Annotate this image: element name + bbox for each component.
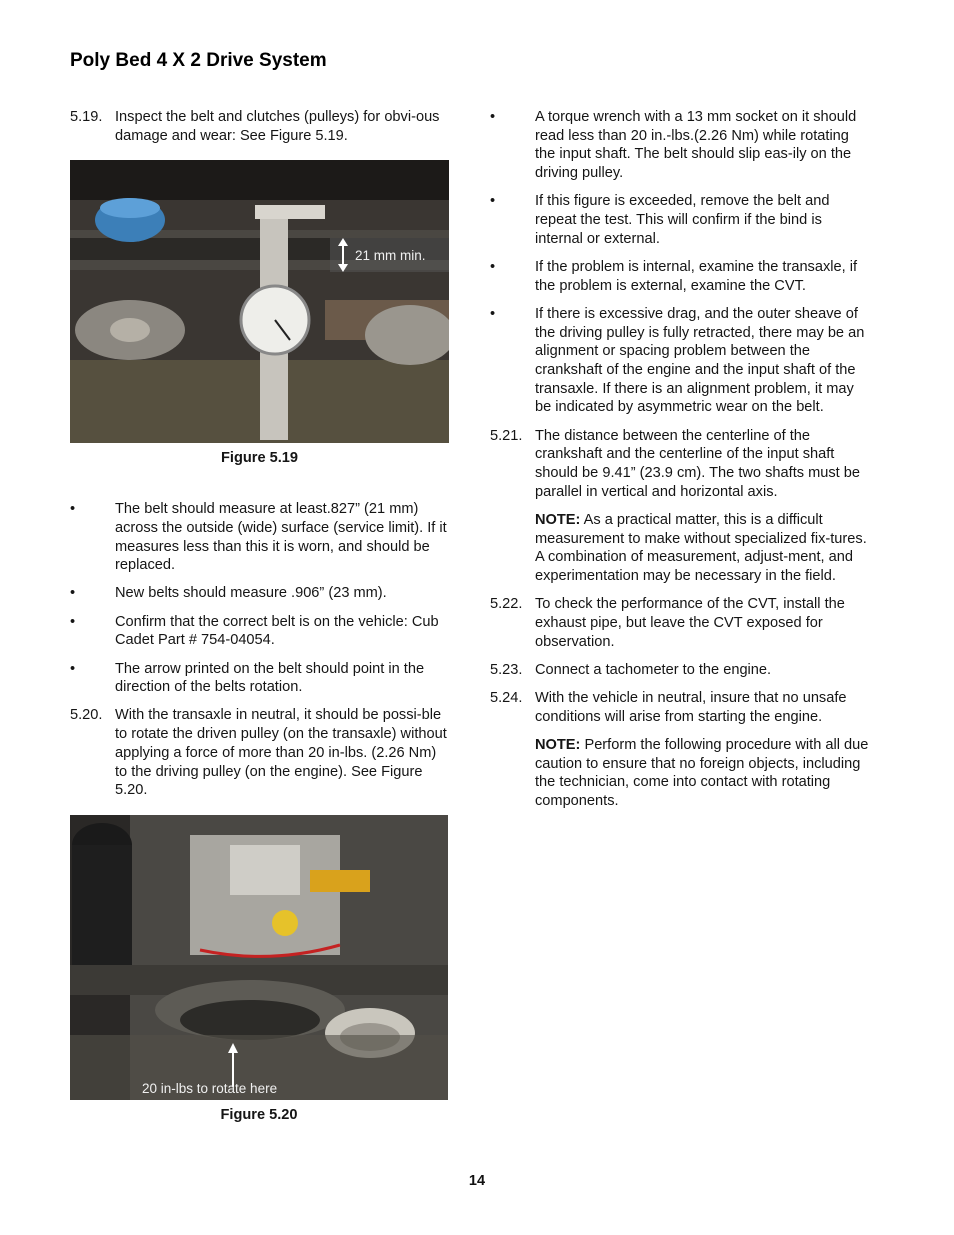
step-number: 5.24. xyxy=(490,689,523,706)
bullet-symbol: • xyxy=(70,660,76,677)
bullet-item xyxy=(70,500,450,575)
step-5-23 xyxy=(490,661,870,680)
bullet-item xyxy=(70,584,450,603)
step-text: With the vehicle in neutral, insure that no unsafe conditions will arise from starting the engine. xyxy=(535,689,847,725)
bullet-text: A torque wrench with a 13 mm socket on it should read less than 20 in.-lbs.(2.26 Nm) while rotating the input shaft. The belt should slip eas-ily on the driving pulley. xyxy=(535,109,857,182)
step-number: 5.21. xyxy=(490,427,523,444)
bullet-text: New belts should measure .906” (23 mm). xyxy=(115,585,387,602)
bullet-text: If this figure is exceeded, remove the belt and repeat the test. This will confirm if the bind is internal or external. xyxy=(535,193,830,247)
note-label: NOTE: xyxy=(535,511,581,528)
bullet-symbol: • xyxy=(490,258,496,275)
step-5-19 xyxy=(70,108,450,145)
bullet-text: If there is excessive drag, and the outer sheave of the driving pulley is fully retracted, there may be an alignment or spacing problem between the crankshaft of the engine and the input shaft of the transaxle. If there is an alignment problem, it may be indicated by asymmetric wear on the belt. xyxy=(535,305,865,416)
note-text: As a practical matter, this is a difficult measurement to make without specialized fix-tures. A combination of measurement, adjust-ment, and experimentation may be necessary in the field. xyxy=(535,511,867,584)
bullet-symbol: • xyxy=(70,501,76,518)
left-column xyxy=(70,108,450,1125)
step-text: To check the performance of the CVT, install the exhaust pipe, but leave the CVT exposed for observation. xyxy=(535,596,845,650)
step-text: Connect a tachometer to the engine. xyxy=(535,661,772,678)
note-label: NOTE: xyxy=(535,736,581,753)
figure-5-19-overlay-label: 21 mm min. xyxy=(355,248,426,264)
right-column xyxy=(490,108,870,820)
bullet-item xyxy=(490,192,870,248)
bullet-symbol: • xyxy=(70,585,76,602)
figure-5-20-overlay-label: 20 in-lbs to rotate here xyxy=(142,1080,278,1096)
page-number: 14 xyxy=(468,1173,486,1189)
bullet-symbol: • xyxy=(490,305,496,322)
figure-5-20-caption: Figure 5.20 xyxy=(220,1106,298,1123)
step-number: 5.23. xyxy=(490,661,523,678)
bullet-text: The belt should measure at least.827” (21 mm) across the outside (wide) surface (service limit). If it measures less than this it is worn, and should be replaced. xyxy=(115,501,447,574)
page-title: Poly Bed 4 X 2 Drive System xyxy=(70,50,327,71)
step-text: The distance between the centerline of the crankshaft and the centerline of the input shaft should be 9.41” (23.9 cm). The two shafts must be parallel in vertical and horizontal axis. xyxy=(535,427,861,500)
bullet-text: If the problem is internal, examine the transaxle, if the problem is external, examine the CVT. xyxy=(535,258,858,294)
step-5-22 xyxy=(490,595,870,651)
bullet-symbol: • xyxy=(490,193,496,210)
bullet-item xyxy=(490,108,870,183)
figure-5-20-photo xyxy=(70,815,448,1100)
step-number: 5.22. xyxy=(490,596,523,613)
step-5-24 xyxy=(490,689,870,726)
bullet-item xyxy=(70,613,450,650)
step-text: With the transaxle in neutral, it should be possi-ble to rotate the driven pulley (on the transaxle) without applying a force of more than 20 in-lbs. (2.26 Nm) to the driving pulley (on the engine). See Figure 5.20. xyxy=(115,707,447,799)
bullet-item xyxy=(490,305,870,417)
bullet-symbol: • xyxy=(490,109,496,125)
note-5-24 xyxy=(535,736,870,811)
step-text: Inspect the belt and clutches (pulleys) for obvi-ous damage and wear: See Figure 5.19. xyxy=(115,109,440,144)
bullet-item xyxy=(490,258,870,295)
note-5-21 xyxy=(535,511,870,586)
figure-5-19-photo xyxy=(70,160,449,443)
bullet-symbol: • xyxy=(70,613,76,630)
step-5-20 xyxy=(70,706,450,800)
note-text: Perform the following procedure with all due caution to ensure that no foreign objects, including the technician, come into contact with rotating components. xyxy=(535,736,869,809)
bullet-item xyxy=(70,660,450,697)
figure-5-19-caption: Figure 5.19 xyxy=(220,450,299,467)
step-number: 5.19. xyxy=(70,109,103,125)
step-number: 5.20. xyxy=(70,707,103,724)
bullet-text: Confirm that the correct belt is on the vehicle: Cub Cadet Part # 754-04054. xyxy=(115,613,439,649)
bullet-text: The arrow printed on the belt should point in the direction of the belts rotation. xyxy=(115,660,425,696)
step-5-21 xyxy=(490,427,870,502)
